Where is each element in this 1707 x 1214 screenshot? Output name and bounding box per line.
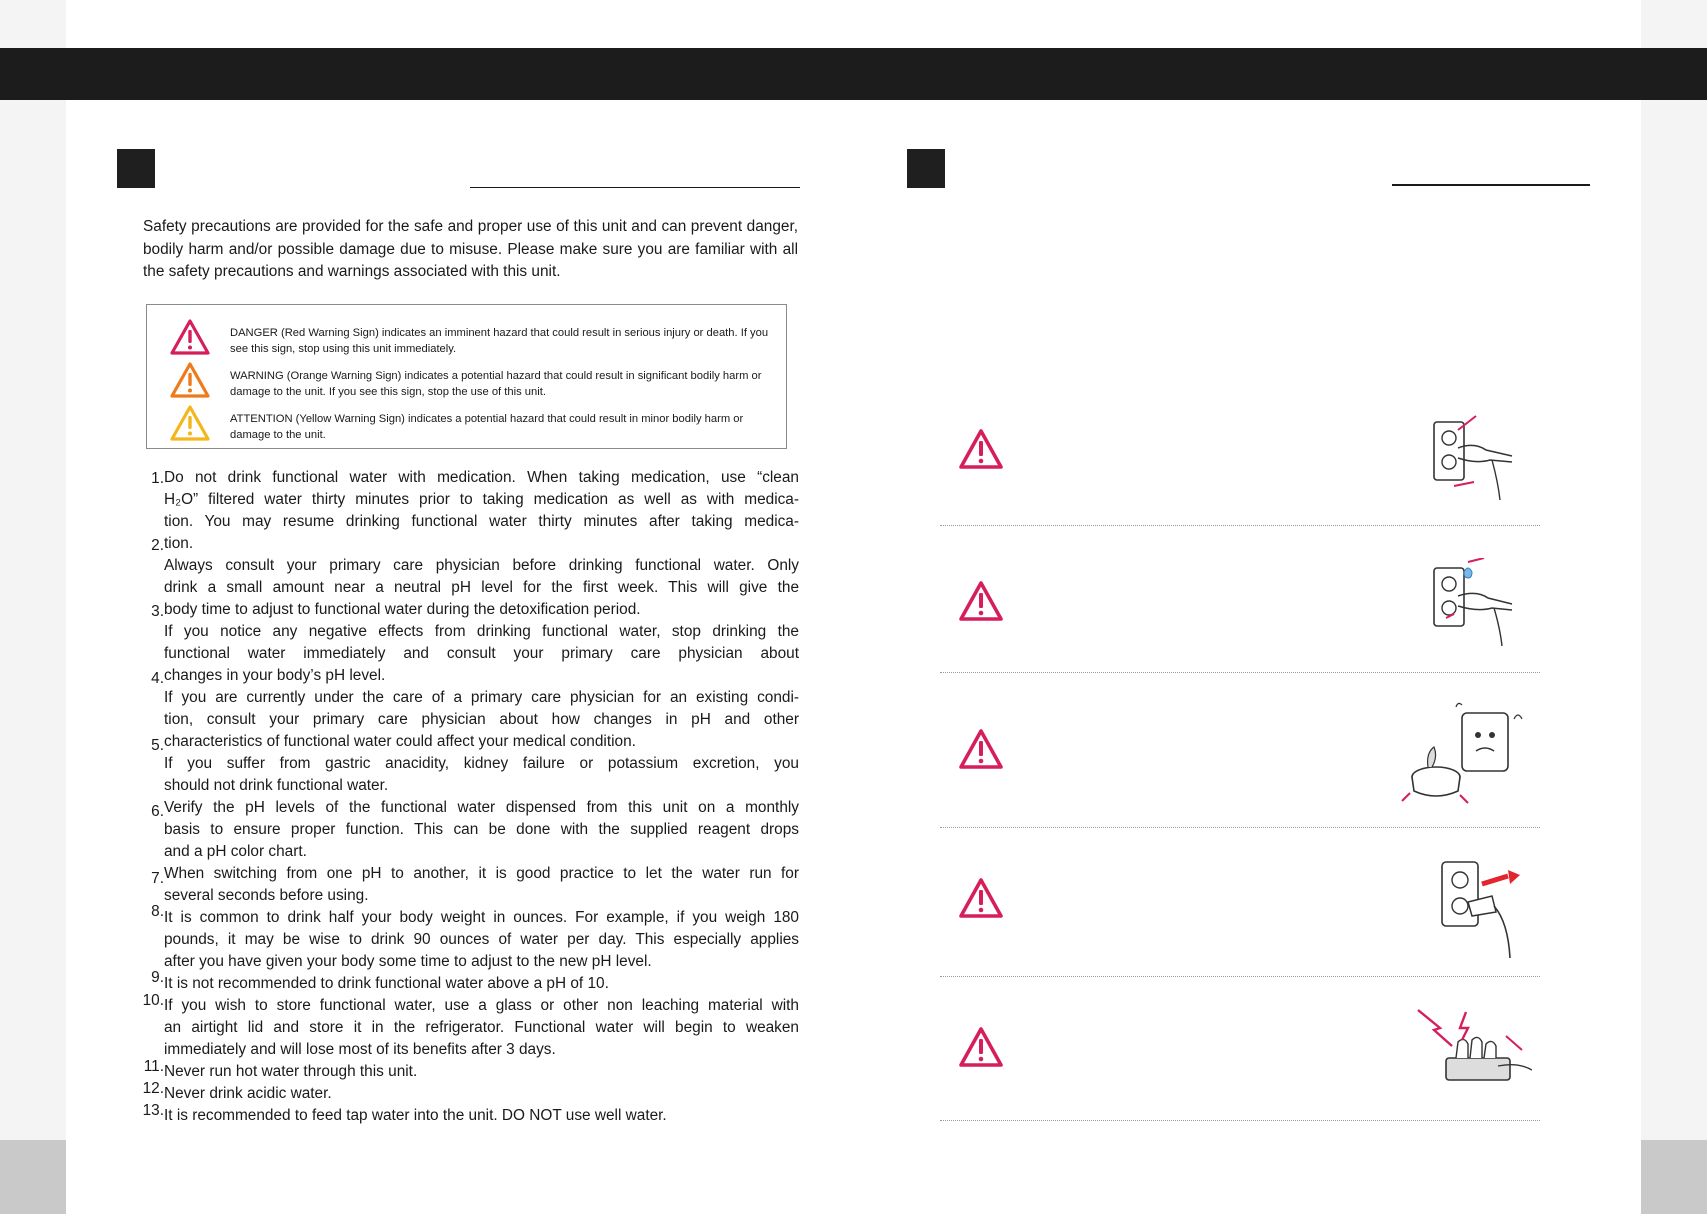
rule-line: immediately and will lose most of its benefits after 3 days.	[164, 1041, 556, 1058]
rule-number: 4.	[151, 670, 164, 687]
legend-warning-text: WARNING (Orange Warning Sign) indicates a potential hazard that could result in significant bodily harm or damage to the unit. If you see this sign, stop the use of this unit.	[230, 370, 762, 398]
plug-water-drop-illustration	[1428, 558, 1514, 648]
rule-line: It is not recommended to drink functional water above a pH of 10.	[164, 975, 609, 992]
safety-intro-text: Safety precautions are provided for the safe and proper use of this unit and can prevent danger, bodily harm and/or possible damage due to misuse. Please make sure you are familiar with all the safety precautions and warnings associated with this unit.	[143, 218, 798, 280]
unit-heat-source-illustration	[1400, 697, 1532, 807]
rule-line: H₂O” filtered water thirty minutes prior to taking medication as well as with medica-	[164, 491, 799, 508]
rule-line: tion. You may resume drinking functional water thirty minutes after taking medica-	[164, 513, 799, 530]
pull-plug-illustration	[1438, 856, 1524, 960]
rule-number: 10.	[142, 992, 164, 1009]
item-separator	[940, 827, 1540, 828]
danger-triangle-icon	[169, 318, 211, 356]
legend-attention	[147, 399, 788, 439]
section-marker-left	[117, 149, 155, 188]
rule-number: 13.	[142, 1102, 164, 1119]
rule-number: 7.	[151, 870, 164, 887]
rule-number: 6.	[151, 803, 164, 820]
rule-line: and a pH color chart.	[164, 843, 307, 860]
danger-triangle-icon	[958, 580, 1004, 622]
rule-line: changes in your body’s pH level.	[164, 667, 386, 684]
plug-wet-hand-illustration	[1428, 412, 1514, 502]
rule-line: When switching from one pH to another, it is good practice to let the water run for	[164, 865, 799, 882]
item-separator	[940, 1120, 1540, 1121]
section-marker-right	[907, 149, 945, 188]
rule-line: Never drink acidic water.	[164, 1085, 332, 1102]
danger-triangle-icon	[958, 428, 1004, 470]
rule-line: pounds, it may be wise to drink 90 ounces of water per day. This especially applies	[164, 931, 799, 948]
rule-number: 5.	[151, 737, 164, 754]
rule-number: 8.	[151, 903, 164, 920]
attention-triangle-icon	[169, 404, 211, 442]
rule-number: 1.	[151, 470, 164, 487]
rule-number: 9.	[151, 969, 164, 986]
rule-line: characteristics of functional water could affect your medical condition.	[164, 733, 636, 750]
warning-triangle-icon	[169, 361, 211, 399]
item-separator	[940, 672, 1540, 673]
legend-warning	[147, 356, 788, 396]
footer-tab-right	[1641, 1140, 1707, 1214]
rule-number: 11.	[143, 1058, 164, 1075]
rule-line: functional water immediately and consult your primary care physician about	[164, 645, 799, 662]
rule-line: body time to adjust to functional water during the detoxification period.	[164, 601, 641, 618]
danger-triangle-icon	[958, 1026, 1004, 1068]
rule-line: If you suffer from gastric anacidity, kidney failure or potassium excretion, you	[164, 755, 799, 772]
legend-attention-text: ATTENTION (Yellow Warning Sign) indicates a potential hazard that could result in minor bodily harm or damage to the unit.	[230, 413, 744, 441]
rule-line: basis to ensure proper function. This can be done with the supplied reagent drops	[164, 821, 799, 838]
rule-line: tion.	[164, 535, 194, 552]
rule-line: should not drink functional water.	[164, 777, 389, 794]
rule-line: Never run hot water through this unit.	[164, 1063, 418, 1080]
footer-tab-left	[0, 1140, 66, 1214]
section-rule-left	[470, 187, 800, 188]
section-rule-right	[1392, 184, 1590, 186]
page-edge-left	[0, 0, 66, 1214]
rule-line: It is common to drink half your body weight in ounces. For example, if you weigh 180	[164, 909, 799, 926]
rule-line: an airtight lid and store it in the refrigerator. Functional water will begin to weaken	[164, 1019, 799, 1036]
page-edge-right	[1641, 0, 1707, 1214]
item-separator	[940, 525, 1540, 526]
header-bar	[0, 48, 1707, 100]
danger-triangle-icon	[958, 877, 1004, 919]
overloaded-power-strip-illustration	[1414, 1006, 1532, 1090]
rule-line: Verify the pH levels of the functional water dispensed from this unit on a monthly	[164, 799, 799, 816]
rule-number: 3.	[151, 603, 164, 620]
rule-line: drink a small amount near a neutral pH level for the first week. This will give the	[164, 579, 799, 596]
rule-number: 12.	[142, 1080, 164, 1097]
danger-triangle-icon	[958, 728, 1004, 770]
legend-danger	[147, 313, 788, 353]
warning-legend-box	[146, 304, 787, 449]
rule-line: If you wish to store functional water, use a glass or other non leaching material with	[164, 997, 799, 1014]
rule-line: It is recommended to feed tap water into the unit. DO NOT use well water.	[164, 1107, 667, 1124]
rule-line: tion, consult your primary care physician about how changes in pH and other	[164, 711, 799, 728]
rule-line: If you are currently under the care of a primary care physician for an existing condi-	[164, 689, 799, 706]
rule-line: several seconds before using.	[164, 887, 369, 904]
rule-number: 2.	[151, 537, 164, 554]
rule-line: Always consult your primary care physician before drinking functional water. Only	[164, 557, 799, 574]
legend-danger-text: DANGER (Red Warning Sign) indicates an imminent hazard that could result in serious injury or death. If you see this sign, stop using this unit immediately.	[230, 327, 769, 355]
rule-line: after you have given your body some time to adjust to the new pH level.	[164, 953, 652, 970]
rule-line: Do not drink functional water with medication. When taking medication, use “clean	[164, 469, 799, 486]
item-separator	[940, 976, 1540, 977]
rule-line: If you notice any negative effects from drinking functional water, stop drinking the	[164, 623, 799, 640]
